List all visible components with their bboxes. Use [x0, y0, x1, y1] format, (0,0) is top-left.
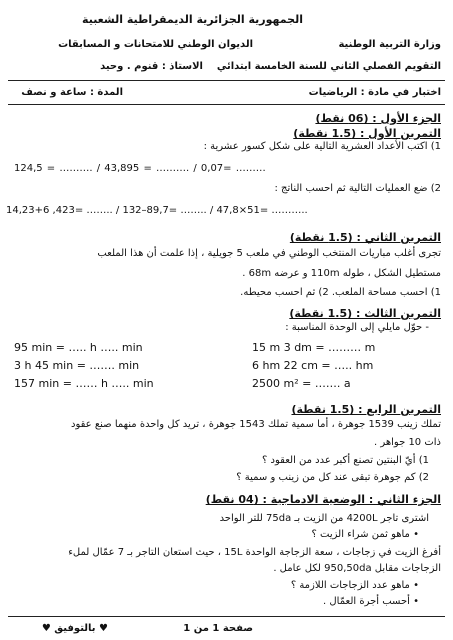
ex3-left-item: 157 min = …… h ….. min — [14, 377, 154, 390]
teacher-name: الاستاذ : قنوم . وحيد — [100, 61, 203, 72]
footer-divider — [8, 616, 445, 617]
ex2-line2: مستطيل الشكل ، طوله 110m و عرضه 68m . — [242, 268, 441, 279]
ex3-title: التمرين الثالث : (1.5 نقطة) — [289, 307, 441, 320]
subject-label: اختبار في مادة : الرياضيات — [308, 87, 441, 98]
ex1-question1: 1) اكتب الأعداد العشرية التالية على شكل كسور عشرية : — [203, 141, 441, 152]
part2-bullet1: • ماهو ثمن شراء الزيت ؟ — [311, 529, 419, 540]
ex3-instruction: - حوّل مايلي إلى الوحدة المناسبة : — [285, 322, 429, 333]
ex3-right-item: 2500 m² = ……. a — [252, 377, 351, 390]
ex4-question2: 2) كم جوهرة تبقى عند كل من زينب و سمية ؟ — [236, 472, 429, 483]
header-divider-bottom — [8, 104, 445, 105]
ex1-row1: 124,5 = ………. / 43,895 = ………. / 0,07= ……… — [14, 163, 266, 174]
part2-line1: اشترى تاجر 4200L من الزيت بـ 75da للتر الواحد — [219, 513, 429, 524]
ex1-question2: 2) ضع العمليات التالية ثم احسب الناتج : — [274, 183, 441, 194]
evaluation-title: التقويم الفصلي الثاني للسنة الخامسة ابتدائي — [216, 61, 441, 72]
part2-bullet2: • ماهو عدد الزجاجات اللازمة ؟ — [290, 580, 419, 591]
ex2-title: التمرين الثاني : (1.5 نقطة) — [289, 231, 441, 244]
republic-title: الجمهورية الجزائرية الديمقراطية الشعبية — [82, 13, 303, 26]
ex4-line1: تملك زينب 1539 جوهرة ، أما سمية تملك 1543 جوهرة ، تريد كل واحدة منهما صنع عقود — [71, 419, 441, 430]
ex3-right-item: 15 m 3 dm = ……… m — [252, 341, 376, 354]
ex2-line1: تجرى أغلب مباريات المنتخب الوطني في ملعب 5 جويلية ، إذا علمت أن هذا الملعب — [97, 248, 441, 259]
ministry-name: وزارة التربية الوطنية — [338, 39, 441, 50]
page-number: صفحة 1 من 1 — [183, 623, 253, 634]
duration-label: المدة : ساعة و نصف — [21, 87, 123, 98]
part1-title: الجزء الأول : (06 نقط) — [315, 112, 441, 125]
ex1-row2: 14,23+6 ,423= …….. / 132–89,7= …….. / 47,8×51= ……….. — [6, 205, 308, 216]
part2-title: الجزء الثاني : الوضعية الادماجية : (04 نقط) — [205, 493, 441, 506]
ex4-title: التمرين الرابع : (1.5 نقطة) — [291, 403, 441, 416]
ex4-question1: 1) أيّ البنتين تصنع أكبر عدد من العقود ؟ — [262, 455, 429, 466]
part2-line3: الزجاجات مقابل 950,50da لكل عامل . — [273, 563, 441, 574]
good-luck-note: ♥ بالتوفيق ♥ — [41, 623, 108, 634]
ex2-line3: 1) احسب مساحة الملعب. 2) ثم احسب محيطه. — [240, 287, 441, 298]
part2-line2: أفرغ الزيت في زجاجات ، سعة الزجاجة الواحدة 15L ، حيث استعان التاجر بـ 7 عمّال لملء — [68, 547, 441, 558]
part2-bullet3: • أحسب أجرة العمّال . — [323, 596, 419, 607]
ex3-right-item: 6 hm 22 cm = ….. hm — [252, 359, 374, 372]
ex3-left-item: 95 min = ….. h ….. min — [14, 341, 143, 354]
header-divider-top — [8, 80, 445, 81]
ex1-title: التمرين الأول : (1.5 نقطة) — [293, 127, 441, 140]
ex4-line2: ذات 10 جواهر . — [373, 437, 441, 448]
office-name: الديوان الوطني للامتحانات و المسابقات — [58, 39, 253, 50]
ex3-left-item: 3 h 45 min = ……. min — [14, 359, 140, 372]
